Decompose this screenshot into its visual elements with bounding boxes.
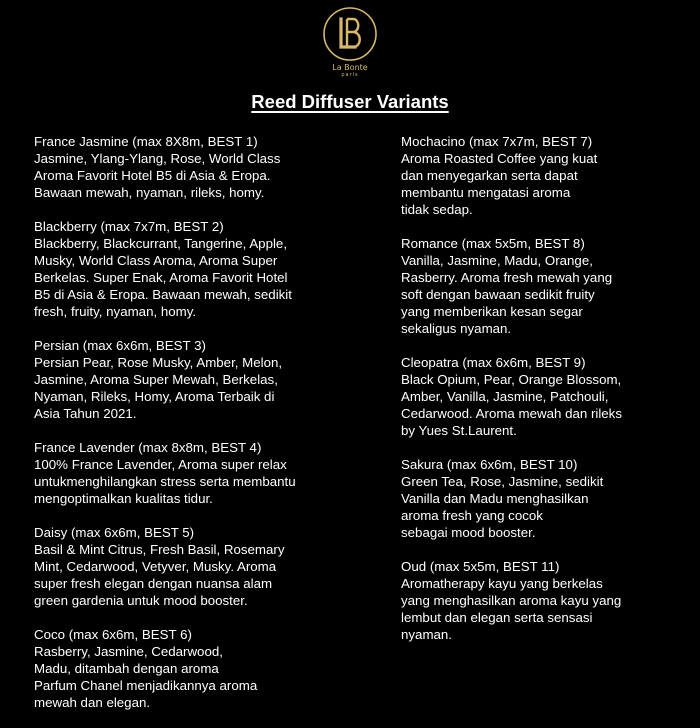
variant-description-line: Persian Pear, Rose Musky, Amber, Melon, [34, 355, 283, 370]
variant-description-line: Parfum Chanel menjadikannya aroma [34, 678, 258, 693]
variant-description-line: Black Opium, Pear, Orange Blossom, [401, 372, 622, 387]
variant-description-line: Aromatherapy kayu yang berkelas [401, 576, 603, 591]
variant-description-line: Amber, Vanilla, Jasmine, Patchouli, [401, 389, 609, 404]
variant-description-line: fresh, fruity, nyaman, homy. [34, 304, 197, 319]
variant-description-line: Cedarwood. Aroma mewah dan rileks [401, 406, 622, 421]
variant-description-line: Green Tea, Rose, Jasmine, sedikit [401, 474, 604, 489]
brand-subtitle: paris [341, 72, 359, 78]
variant-entry [401, 235, 691, 337]
variant-entry [401, 133, 691, 218]
variant-description-line: green gardenia untuk mood booster. [34, 593, 248, 608]
variant-description-line: nyaman. [401, 627, 452, 642]
variant-description-line: aroma fresh yang cocok [401, 508, 543, 523]
variant-description-line: Jasmine, Ylang-Ylang, Rose, World Class [34, 151, 281, 166]
variant-entry [34, 524, 374, 609]
variant-description-line: soft dengan bawaan sedikit fruity [401, 287, 595, 302]
variant-description-line: Musky, World Class Aroma, Aroma Super [34, 253, 278, 268]
variant-description-line: 100% France Lavender, Aroma super relax [34, 457, 287, 472]
right-variant-column [401, 133, 691, 660]
variant-entry [34, 218, 374, 320]
variant-description-line: sekaligus nyaman. [401, 321, 512, 336]
variant-description-line: lembut dan elegan serta sensasi [401, 610, 593, 625]
page-title-text: Reed Diffuser Variants [251, 91, 449, 112]
variant-entry [34, 626, 374, 711]
variant-description-line: yang memberikan kesan segar [401, 304, 583, 319]
variant-description-line: Bawaan mewah, nyaman, rileks, homy. [34, 185, 265, 200]
variant-description-line: sebagai mood booster. [401, 525, 536, 540]
variant-description-line: Berkelas. Super Enak, Aroma Favorit Hotel [34, 270, 288, 285]
variant-name: France Jasmine (max 8X8m, BEST 1) [34, 134, 258, 149]
variant-description-line: Blackberry, Blackcurrant, Tangerine, Apple, [34, 236, 288, 251]
variant-name: France Lavender (max 8x8m, BEST 4) [34, 440, 262, 455]
variant-description-line: Nyaman, Rileks, Homy, Aroma Terbaik di [34, 389, 275, 404]
variant-entry [34, 439, 374, 507]
variant-name: Mochacino (max 7x7m, BEST 7) [401, 134, 593, 149]
variant-description-line: Asia Tahun 2021. [34, 406, 137, 421]
lb-monogram-icon [322, 6, 378, 62]
brand-name: La Bonte [332, 63, 368, 72]
variant-description-line: membantu mengatasi aroma [401, 185, 571, 200]
variant-name: Daisy (max 6x6m, BEST 5) [34, 525, 195, 540]
variant-name: Sakura (max 6x6m, BEST 10) [401, 457, 578, 472]
variant-description-line: Rasberry, Jasmine, Cedarwood, [34, 644, 223, 659]
variant-name: Blackberry (max 7x7m, BEST 2) [34, 219, 224, 234]
variant-description-line: Vanilla, Jasmine, Madu, Orange, [401, 253, 593, 268]
variant-description-line: dan menyegarkan serta dapat [401, 168, 578, 183]
variant-description-line: untukmenghilangkan stress serta membantu [34, 474, 296, 489]
variant-name: Romance (max 5x5m, BEST 8) [401, 236, 585, 251]
variant-description-line: Aroma Favorit Hotel B5 di Asia & Eropa. [34, 168, 271, 183]
variant-entry [401, 456, 691, 541]
variant-name: Cleopatra (max 6x6m, BEST 9) [401, 355, 586, 370]
left-variant-column [34, 133, 374, 728]
variant-description-line: by Yues St.Laurent. [401, 423, 517, 438]
variant-description-line: Rasberry. Aroma fresh mewah yang [401, 270, 613, 285]
variant-entry [34, 133, 374, 201]
variant-description-line: mengoptimalkan kualitas tidur. [34, 491, 213, 506]
variant-entry [401, 354, 691, 439]
variant-description-line: Madu, ditambah dengan aroma [34, 661, 219, 676]
variant-description-line: tidak sedap. [401, 202, 473, 217]
variant-entry [34, 337, 374, 422]
variant-description-line: Vanilla dan Madu menghasilkan [401, 491, 589, 506]
variant-description-line: Jasmine, Aroma Super Mewah, Berkelas, [34, 372, 278, 387]
variant-description-line: Mint, Cedarwood, Vetyver, Musky. Aroma [34, 559, 277, 574]
variant-name: Persian (max 6x6m, BEST 3) [34, 338, 206, 353]
variant-name: Coco (max 6x6m, BEST 6) [34, 627, 192, 642]
variant-description-line: B5 di Asia & Eropa. Bawaan mewah, sedikit [34, 287, 292, 302]
brand-logo [318, 6, 382, 80]
variant-name: Oud (max 5x5m, BEST 11) [401, 559, 560, 574]
variant-entry [401, 558, 691, 643]
variant-description-line: mewah dan elegan. [34, 695, 151, 710]
variant-description-line: Basil & Mint Citrus, Fresh Basil, Rosemary [34, 542, 285, 557]
variant-description-line: super fresh elegan dengan nuansa alam [34, 576, 273, 591]
variant-description-line: Aroma Roasted Coffee yang kuat [401, 151, 598, 166]
page-title [0, 90, 700, 114]
variant-description-line: yang menghasilkan aroma kayu yang [401, 593, 622, 608]
